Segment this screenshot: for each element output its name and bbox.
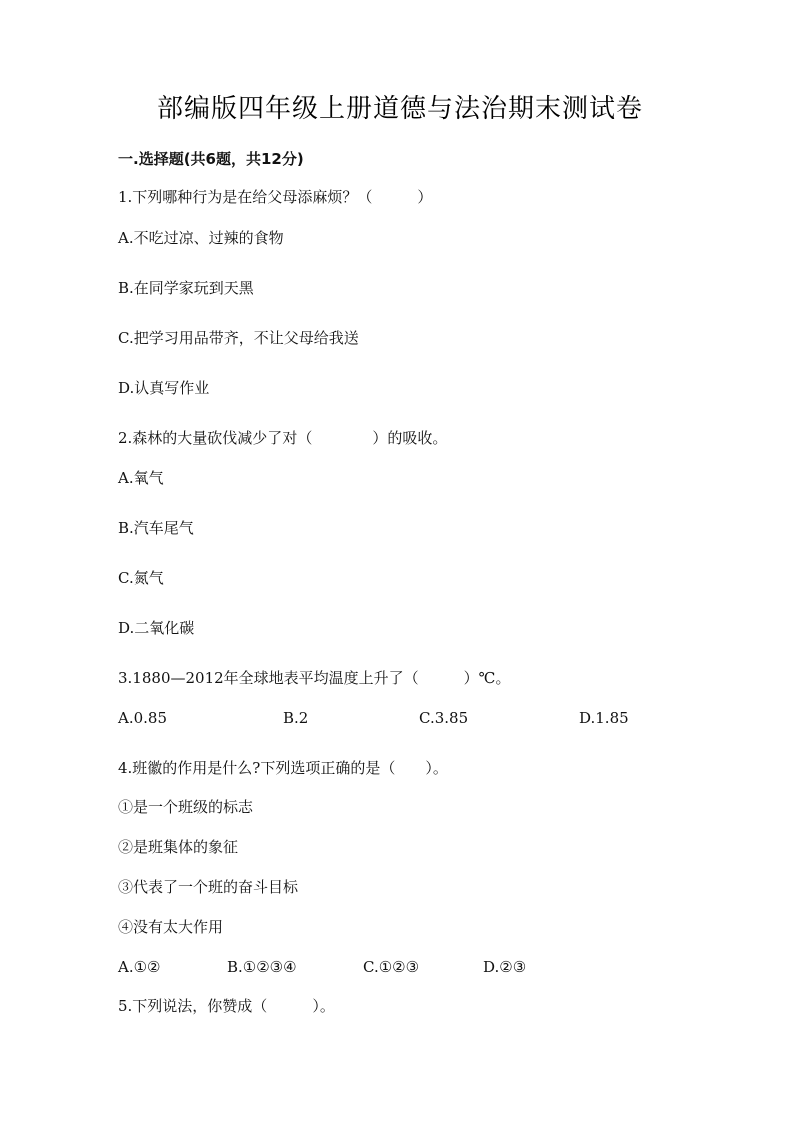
question-3-option-d: D.1.85 <box>579 709 629 727</box>
section-heading: 一.选择题(共6题，共12分) <box>118 150 304 168</box>
question-4-option-c: C.①②③ <box>363 958 420 976</box>
question-2-option-b: B.汽车尾气 <box>118 519 194 537</box>
question-3-stem: 3.1880—2012年全球地表平均温度上升了（ ）℃。 <box>118 669 511 687</box>
question-2-option-d: D.二氧化碳 <box>118 619 195 637</box>
question-4-statement-3: ③代表了一个班的奋斗目标 <box>118 878 299 896</box>
question-4-option-a: A.①② <box>118 958 161 976</box>
question-5-stem: 5.下列说法，你赞成（ ）。 <box>118 997 335 1015</box>
question-2-stem: 2.森林的大量砍伐减少了对（ ）的吸收。 <box>118 429 448 447</box>
question-1-option-d: D.认真写作业 <box>118 379 210 397</box>
question-2-option-c: C.氮气 <box>118 569 164 587</box>
question-4-option-d: D.②③ <box>483 958 527 976</box>
question-3-option-a: A.0.85 <box>118 709 167 727</box>
question-4-option-b: B.①②③④ <box>227 958 297 976</box>
question-3-option-b: B.2 <box>283 709 309 727</box>
question-1-option-a: A.不吃过凉、过辣的食物 <box>118 229 284 247</box>
question-4-statement-1: ①是一个班级的标志 <box>118 798 254 816</box>
question-1-option-b: B.在同学家玩到天黑 <box>118 279 254 297</box>
question-1-option-c: C.把学习用品带齐，不让父母给我送 <box>118 329 359 347</box>
question-3-option-c: C.3.85 <box>419 709 469 727</box>
question-2-option-a: A.氧气 <box>118 469 164 487</box>
question-4-stem: 4.班徽的作用是什么?下列选项正确的是（ ）。 <box>118 759 448 777</box>
question-4-statement-4: ④没有太大作用 <box>118 918 224 936</box>
question-4-statement-2: ②是班集体的象征 <box>118 838 239 856</box>
question-1-stem: 1.下列哪种行为是在给父母添麻烦？（ ） <box>118 188 433 206</box>
page-title: 部编版四年级上册道德与法治期末测试卷 <box>156 94 643 124</box>
